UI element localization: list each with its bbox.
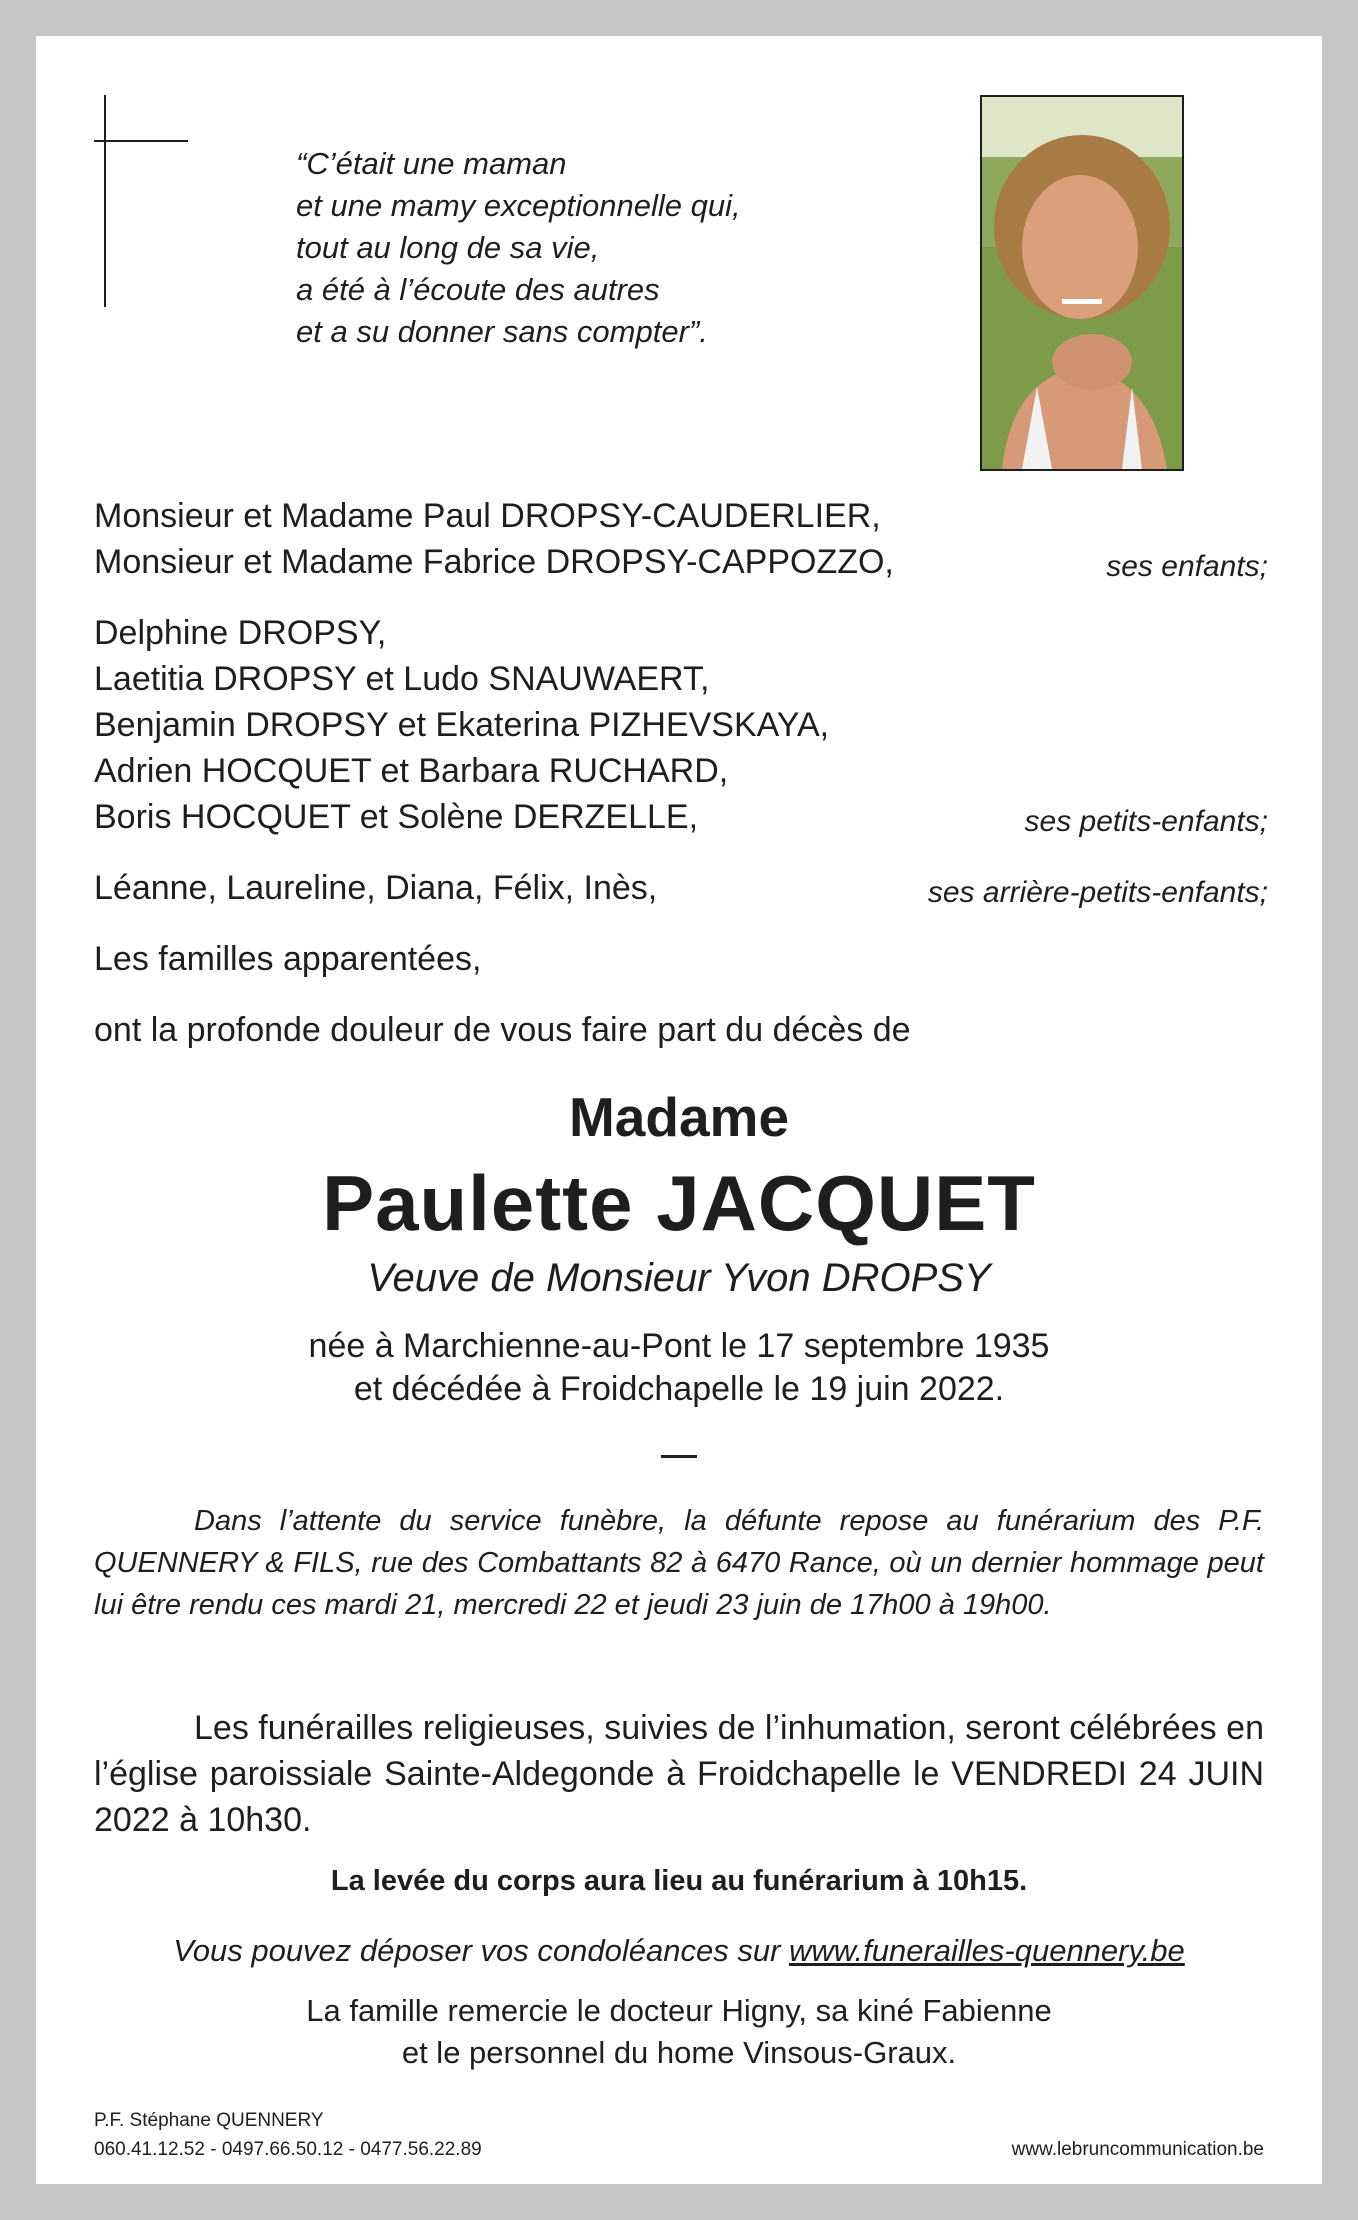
family-children-line: Monsieur et Madame Paul DROPSY-CAUDERLIER, — [94, 497, 881, 535]
deceased-name: Paulette JACQUET — [322, 1159, 1036, 1247]
deceased-birth: née à Marchienne-au-Pont le 17 septembre 1935 — [308, 1327, 1050, 1365]
condolences-link[interactable]: www.funerailles-quennery.be — [789, 1933, 1185, 1968]
family-grandchildren-line: Boris HOCQUET et Solène DERZELLE, — [94, 798, 699, 836]
quote — [296, 143, 741, 353]
family-grandchildren-line: Laetitia DROPSY et Ludo SNAUWAERT, — [94, 660, 710, 698]
announcement-text: ont la profonde douleur de vous faire part du décès de — [94, 1011, 911, 1049]
role-great-grandchildren: ses arrière-petits-enfants; — [927, 876, 1268, 909]
visitation-paragraph: Dans l’attente du service funèbre, la défunte repose au funérarium des P.F. QUENNERY & FILS, rue des Combattants 82 à 6470 Rance, où un dernier hommage peut lui être rendu ces mardi 21, mercredi 22 et jeudi 23 juin de 17h00 à 19h00. — [94, 1505, 1264, 1621]
family-children-line: Monsieur et Madame Fabrice DROPSY-CAPPOZZO, — [94, 543, 894, 581]
funeral-paragraph: Les funérailles religieuses, suivies de l’inhumation, seront célébrées en l’église paroissiale Sainte-Aldegonde à Froidchapelle le VENDREDI 24 JUIN 2022 à 10h30. — [94, 1709, 1264, 1839]
portrait-photo — [980, 95, 1184, 471]
cross-icon — [104, 95, 106, 307]
quote-line: tout au long de sa vie, — [296, 230, 600, 265]
deceased-title: Madame — [568, 1086, 790, 1148]
quote-line: a été à l’écoute des autres — [296, 272, 660, 307]
deceased-death: et décédée à Froidchapelle le 19 juin 2022. — [353, 1370, 1005, 1408]
cross-icon-bar — [94, 140, 188, 142]
levee-notice: La levée du corps aura lieu au funérarium à 10h15. — [330, 1865, 1028, 1897]
footer-phones: 060.41.12.52 - 0497.66.50.12 - 0477.56.22.89 — [94, 2139, 482, 2160]
divider-dash — [661, 1455, 697, 1458]
quote-line: et a su donner sans compter”. — [296, 314, 708, 349]
family-great-grandchildren-line: Léanne, Laureline, Diana, Félix, Inès, — [94, 869, 658, 907]
family-grandchildren-line: Benjamin DROPSY et Ekaterina PIZHEVSKAYA, — [94, 706, 830, 744]
family-grandchildren-line: Delphine DROPSY, — [94, 614, 387, 652]
quote-line: et une mamy exceptionnelle qui, — [296, 188, 741, 223]
footer-printer-link[interactable]: www.lebruncommunication.be — [1011, 2139, 1264, 2160]
thanks-line: et le personnel du home Vinsous-Graux. — [401, 2035, 957, 2070]
thanks-line: La famille remercie le docteur Higny, sa kiné Fabienne — [306, 1993, 1052, 2028]
condolences-text: Vous pouvez déposer vos condoléances sur — [173, 1933, 781, 1968]
quote-line: “C’était une maman — [296, 146, 567, 181]
deceased-widow-of: Veuve de Monsieur Yvon DROPSY — [367, 1256, 991, 1300]
role-children: ses enfants; — [1106, 550, 1268, 583]
condolences-line — [0, 1933, 1358, 1969]
family-grandchildren-line: Adrien HOCQUET et Barbara RUCHARD, — [94, 752, 729, 790]
portrait-image — [982, 97, 1182, 469]
role-grandchildren: ses petits-enfants; — [1024, 805, 1268, 838]
footer-company: P.F. Stéphane QUENNERY — [94, 2110, 324, 2131]
family-relatives-line: Les familles apparentées, — [94, 940, 482, 978]
